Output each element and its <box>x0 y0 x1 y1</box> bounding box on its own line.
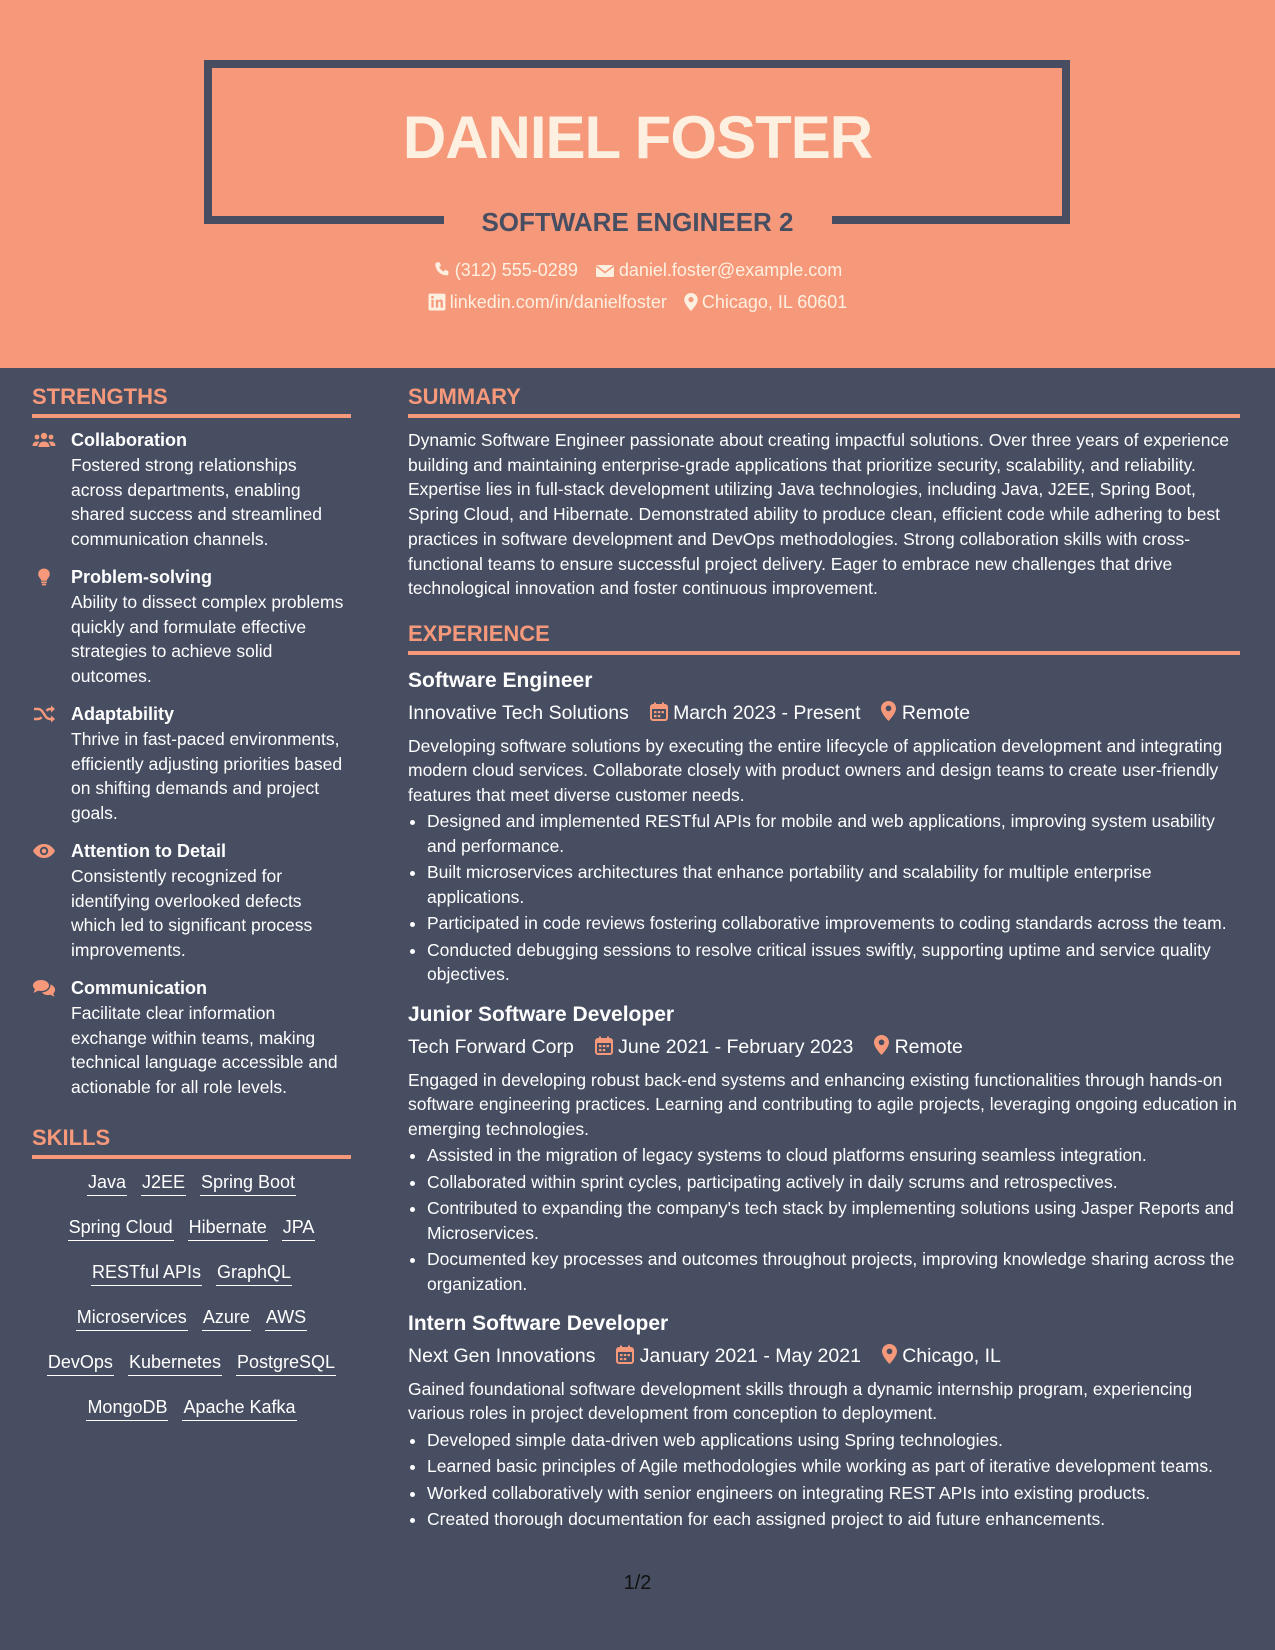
map-pin-icon <box>684 293 698 311</box>
strength-item <box>32 976 351 1099</box>
contact-row-1 <box>0 257 1275 283</box>
job-role: Software Engineer <box>408 668 593 692</box>
left-column <box>32 380 351 1439</box>
skill-tag: Java <box>87 1169 127 1196</box>
strength-desc: Facilitate clear information exchange within teams, making technical language accessible and actionable for all role levels. <box>71 1003 338 1097</box>
skill-tag: AWS <box>265 1304 307 1331</box>
shuffle-icon <box>32 705 56 723</box>
job-bullet: • Designed and implemented RESTful APIs for mobile and web applications, improving system usability and performance. <box>427 809 1240 858</box>
skill-row <box>32 1169 351 1197</box>
lightbulb-icon <box>32 568 56 586</box>
linkedin-contact[interactable] <box>428 289 667 315</box>
job-title-heading: SOFTWARE ENGINEER 2 <box>481 207 794 237</box>
job-dates: March 2023 - Present <box>673 701 861 724</box>
skill-row <box>32 1214 351 1242</box>
page-number: 1/2 <box>623 1572 652 1594</box>
strength-item <box>32 565 351 688</box>
skill-tag: Microservices <box>76 1304 188 1331</box>
skill-tag: Spring Boot <box>200 1169 296 1196</box>
strength-item <box>32 839 351 962</box>
job-meta <box>408 1340 1240 1371</box>
skill-tag: MongoDB <box>86 1394 168 1421</box>
calendar-icon <box>650 702 668 721</box>
summary-text: Dynamic Software Engineer passionate about creating impactful solutions. Over three years of experience building and maintaining enterprise-grade applications that prioritize security, scalability, and reliability. Expertise lies in full-stack development utilizing Java technologies, including Java, J2EE, Spring Boot, Spring Cloud, and Hibernate. Demonstrated ability to produce clean, efficient code while adhering to best practices in software development and DevOps methodologies. Strong collaboration skills with cross-functional teams to ensure successful project delivery. Eager to embrace new challenges that drive technological innovation and foster continuous improvement. <box>408 430 1229 599</box>
envelope-icon <box>595 263 615 279</box>
summary-heading: SUMMARY <box>408 380 1240 418</box>
skill-row <box>32 1394 351 1422</box>
map-pin-icon <box>882 1344 897 1364</box>
job-entry <box>408 999 1240 1296</box>
strength-item <box>32 428 351 551</box>
strength-desc: Thrive in fast-paced environments, efficiently adjusting priorities based on shifting demands and project goals. <box>71 729 343 823</box>
job-company: Innovative Tech Solutions <box>408 701 629 724</box>
job-entry <box>408 665 1240 987</box>
job-meta <box>408 1031 1240 1062</box>
skill-tag: Azure <box>202 1304 251 1331</box>
candidate-name: DANIEL FOSTER <box>402 104 873 171</box>
skill-tag: DevOps <box>47 1349 114 1376</box>
skill-tag: Hibernate <box>188 1214 268 1241</box>
job-entry <box>408 1308 1240 1532</box>
strength-desc: Ability to dissect complex problems quickly and formulate effective strategies to achieve solid outcomes. <box>71 592 344 686</box>
job-description: Developing software solutions by executing the entire lifecycle of application development and integrating modern cloud services. Collaborate closely with product owners and design teams to create user-friendly features that meet diverse customer needs. <box>408 735 1223 805</box>
job-location: Remote <box>901 701 971 724</box>
contact-row-2 <box>0 289 1275 315</box>
job-role: Intern Software Developer <box>408 1312 669 1336</box>
skills-heading: SKILLS <box>32 1121 351 1159</box>
skill-tag: J2EE <box>141 1169 186 1196</box>
job-description: Gained foundational software development skills through a dynamic internship program, experiencing various roles in project development from conception to deployment. <box>408 1378 1193 1424</box>
skill-tag: Spring Cloud <box>68 1214 174 1241</box>
skill-tag: GraphQL <box>216 1259 292 1286</box>
strength-title: Adaptability <box>71 704 175 724</box>
eye-icon <box>32 842 56 860</box>
job-bullet: • Worked collaboratively with senior engineers on integrating REST APIs into existing products. <box>427 1481 1240 1506</box>
email-contact[interactable] <box>595 257 842 283</box>
skills-list <box>32 1169 351 1422</box>
job-bullet: • Learned basic principles of Agile methodologies while working as part of iterative development teams. <box>427 1454 1240 1479</box>
job-bullet: • Collaborated within sprint cycles, participating actively in daily scrums and retrospectives. <box>427 1170 1240 1195</box>
job-bullet: • Created thorough documentation for each assigned project to aid future enhancements. <box>427 1507 1240 1532</box>
right-column <box>408 380 1240 1544</box>
email-text[interactable]: daniel.foster@example.com <box>618 260 843 280</box>
skill-tag: Apache Kafka <box>182 1394 296 1421</box>
users-icon <box>32 431 56 449</box>
linkedin-icon <box>428 293 446 311</box>
skill-tag: PostgreSQL <box>236 1349 336 1376</box>
strength-title: Communication <box>71 978 208 998</box>
strength-desc: Consistently recognized for identifying overlooked defects which led to significant process improvements. <box>71 866 313 960</box>
phone-contact <box>433 257 578 283</box>
skill-row <box>32 1259 351 1287</box>
job-location: Chicago, IL <box>902 1344 1001 1367</box>
job-role: Junior Software Developer <box>408 1002 675 1026</box>
skill-row <box>32 1349 351 1377</box>
phone-text: (312) 555-0289 <box>454 260 578 280</box>
job-bullet: • Documented key processes and outcomes throughout projects, improving knowledge sharing across the organization. <box>427 1247 1240 1296</box>
skill-tag: Kubernetes <box>128 1349 222 1376</box>
job-location: Remote <box>894 1035 963 1058</box>
job-bullet: • Built microservices architectures that enhance portability and scalability for multiple enterprise applications. <box>427 860 1240 909</box>
map-pin-icon <box>881 701 896 721</box>
job-meta <box>408 697 1240 728</box>
comments-icon <box>32 979 56 997</box>
job-company: Next Gen Innovations <box>408 1344 596 1367</box>
skill-tag: RESTful APIs <box>91 1259 202 1286</box>
map-pin-icon <box>874 1035 889 1055</box>
job-description: Engaged in developing robust back-end systems and enhancing existing functionalities through hands-on software engineering practices. Learning and contributing to agile projects, leveraging ongoing education in emerging technologies. <box>408 1069 1237 1139</box>
strength-title: Problem-solving <box>71 567 213 587</box>
location-text: Chicago, IL 60601 <box>701 292 848 312</box>
job-bullet: • Participated in code reviews fostering collaborative improvements to coding standards across the team. <box>427 911 1240 936</box>
strength-desc: Fostered strong relationships across departments, enabling shared success and streamlined communication channels. <box>71 455 322 549</box>
strength-item <box>32 702 351 825</box>
strength-title: Collaboration <box>71 430 187 450</box>
experience-heading: EXPERIENCE <box>408 617 1240 655</box>
job-bullet: • Contributed to expanding the company's tech stack by implementing solutions using Jasper Reports and Microservices. <box>427 1196 1240 1245</box>
job-bullets <box>408 1143 1240 1296</box>
skill-row <box>32 1304 351 1332</box>
job-bullet: • Assisted in the migration of legacy systems to cloud platforms ensuring seamless integration. <box>427 1143 1240 1168</box>
job-dates: January 2021 - May 2021 <box>639 1344 861 1367</box>
strength-title: Attention to Detail <box>71 841 226 861</box>
strengths-heading: STRENGTHS <box>32 380 351 418</box>
skill-tag: JPA <box>282 1214 316 1241</box>
location-contact <box>684 289 847 315</box>
job-bullet: • Conducted debugging sessions to resolve critical issues swiftly, supporting uptime and service quality objectives. <box>427 938 1240 987</box>
calendar-icon <box>616 1345 634 1364</box>
linkedin-text[interactable]: linkedin.com/in/danielfoster <box>449 292 667 312</box>
job-company: Tech Forward Corp <box>408 1035 574 1058</box>
phone-icon <box>433 261 451 279</box>
calendar-icon <box>595 1036 613 1055</box>
job-bullets <box>408 809 1240 987</box>
job-dates: June 2021 - February 2023 <box>618 1035 854 1058</box>
job-bullets <box>408 1428 1240 1532</box>
job-bullet: • Developed simple data-driven web applications using Spring technologies. <box>427 1428 1240 1453</box>
